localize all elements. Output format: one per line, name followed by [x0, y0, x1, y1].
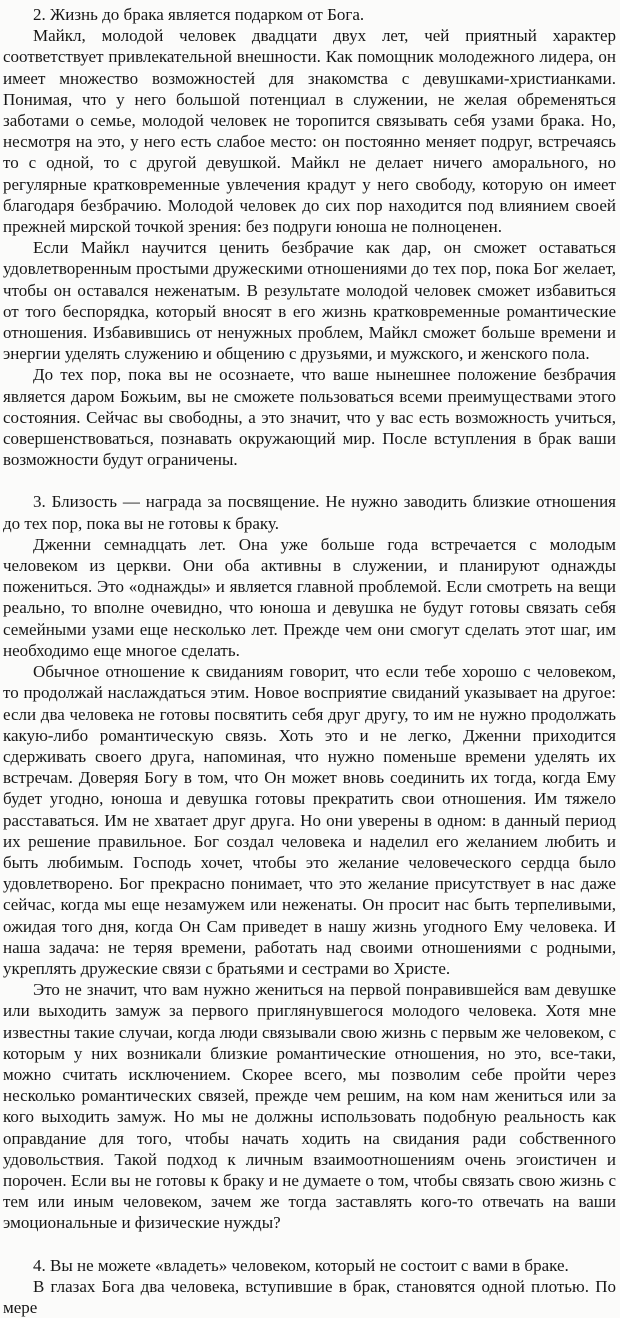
paragraph-celibacy-gift: До тех пор, пока вы не осознаете, что ваше нынешнее положение безбрачия является даром Божьим, вы не сможете пользоваться всеми преимуществами этого состояния. Сейчас вы свободны, а это значит, что у вас есть возможность учиться, совершенствоваться, познавать окружающий мир. После вступления в брак ваши возможности будут ограничены. — [3, 365, 616, 470]
paragraph-one-flesh: В глазах Бога два человека, вступившие в брак, становятся одной плотью. По мере — [3, 1276, 616, 1317]
section-heading-2: 2. Жизнь до брака является подарком от Бога. — [33, 5, 365, 24]
paragraph-michael-gift: Если Майкл научится ценить безбрачие как дар, он сможет оставаться удовлетворенным простыми дружескими отношениями до тех пор, пока Бог желает, чтобы он оставался неженатым. В результате молодой человек сможет избавиться от того беспорядка, который вносят в его жизнь кратковременные романтические отношения. Избавившись от ненужных проблем, Майкл сможет больше времени и энергии уделять служению и общению с друзьями, и мужского, и женского пола. — [3, 238, 616, 364]
paragraph-dating-attitude: Обычное отношение к свиданиям говорит, что если тебе хорошо с человеком, то продолжай наслаждаться этим. Новое восприятие свиданий указывает на другое: если два человека не готовы посвятить себя друг другу, то им не нужно продолжать какую-либо романтическую связь. Хоть это и не легко, Дженни приходится сдерживать своего друга, напоминая, что нужно поменьше времени уделять их встречам. Доверяя Богу в том, что Он может вновь соединить их тогда, когда Ему будет угодно, юноша и девушка готовы прекратить свои отношения. Им тяжело расставаться. Им не хватает друг друга. Но они уверены в одном: в данный период их решение правильное. Бог создал человека и наделил его желанием любить и быть любимым. Господь хочет, чтобы это желание человеческого сердца было удовлетворено. Бог прекрасно понимает, что это желание присутствует в нас даже сейчас, когда мы еще незамужем или неженаты. Он просит нас быть терпеливыми, ожидая того дня, когда Он Сам приведет в нашу жизнь угодного Ему человека. И наша задача: не теряя времени, работать над своими отношениями с родными, укреплять дружеские связи с братьями и сестрами во Христе. — [3, 662, 616, 978]
section-heading-3: 3. Близость — награда за посвящение. Не нужно заводить близкие отношения до тех пор, пока вы не готовы к браку. — [3, 492, 616, 533]
section-heading-4: 4. Вы не можете «владеть» человеком, который не состоит с вами в браке. — [33, 1255, 569, 1275]
paragraph-michael-intro: Майкл, молодой человек двадцати двух лет, чей приятный характер соответствует привлекательной внешности. Как помощник молодежного лидера, он имеет множество возможностей для знакомства с девушками-христианками. Понимая, что у него большой потенциал в служении, не желая обременяться заботами о семье, молодой человек не торопится связывать себя узами брака. Но, несмотря на это, у него есть слабое место: он постоянно меняет подруг, встречаясь то с одной, то с другой девушкой. Майкл не делает ничего аморального, но регулярные кратковременные увлечения крадут у него свободу, которую он имеет благодаря безбрачию. Молодой человек до сих пор находится под влиянием своей прежней мирской точкой зрения: без подруги юноша не полноценен. — [3, 26, 616, 237]
paragraph-not-first-love: Это не значит, что вам нужно жениться на первой понравившейся вам девушке или выходить замуж за первого приглянувшегося молодого человека. Хотя мне известны такие случаи, когда люди связывали свою жизнь с первым же человеком, с которым у них возникали близкие романтические отношения, но это, все-таки, можно считать исключением. Скорее всего, мы позволим себе пройти через несколько романтических связей, прежде чем решим, на ком нам жениться или за кого выходить замуж. Но мы не должны использовать подобную реальность как оправдание для того, чтобы начать ходить на свидания ради собственного удовольствия. Такой подход к личным взаимоотношениям очень эгоистичен и порочен. Если вы не готовы к браку и не думаете о том, чтобы связать свою жизнь с тем или иным человеком, зачем же тогда заставлять кого-то отвечать на ваши эмоциональные и физические нужды? — [3, 980, 616, 1233]
paragraph-jenny-intro: Дженни семнадцать лет. Она уже больше года встречается с молодым человеком из церкви. Они оба активны в служении, и планируют однажды пожениться. Это «однажды» и является главной проблемой. Если смотреть на вещи реально, то вполне очевидно, что юноша и девушка не будут готовы связать себя семейными узами еще несколько лет. Прежде чем они смогут сделать этот шаг, им необходимо еще многое сделать. — [3, 534, 616, 660]
